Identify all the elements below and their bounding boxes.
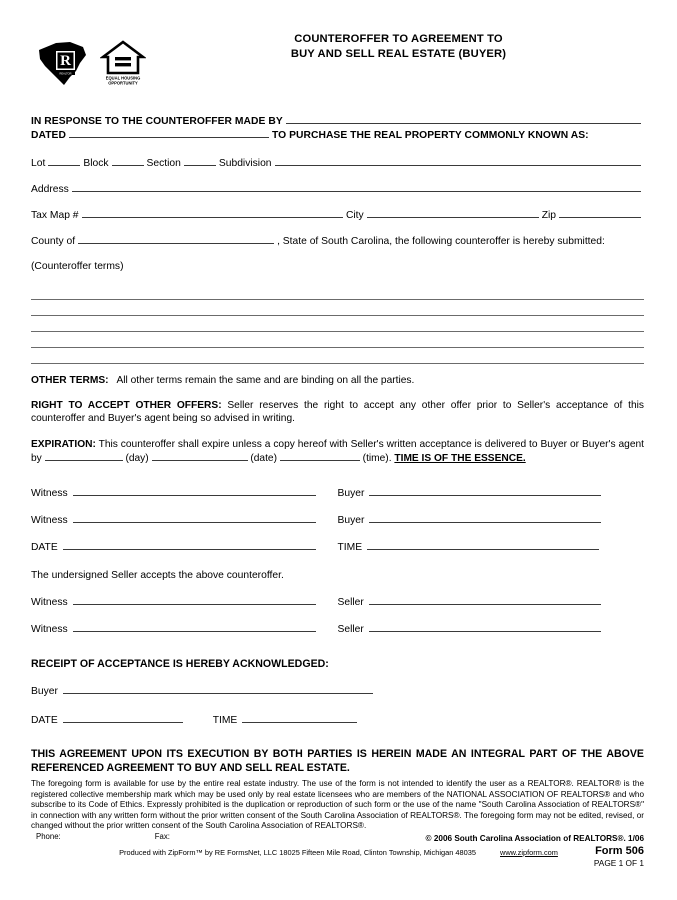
page-title (150, 32, 647, 61)
fineprint-legal: The foregoing form is available for use by the entire real estate industry. The use of the form is not intended to identify the user as a REALTOR®. REALTOR® is the registered collective membership mark which may be used only by real estate licensees who are members of the NATIONAL ASSOCIATION OF REALTORS® and who subscribe to its Code of Ethics. Expressly prohibited is the duplication or reproduction of such form or the use of the name "South Carolina Association of REALTORS®" in connection with any written form without the prior written consent of the South Carolina Association of REALTORS®. The foregoing form may not be edited, revised, or changed without the prior written consent of the South Carolina Association of REALTORS®. (31, 779, 644, 831)
phone-fax-row (36, 832, 170, 841)
receipt-buyer-row (31, 684, 644, 697)
witness-input-1[interactable] (73, 486, 316, 496)
witness-label-2: Witness (31, 515, 68, 527)
county-row (31, 234, 644, 248)
expiration-time-label: (time). (362, 452, 392, 464)
expiration-day-label: (day) (125, 452, 149, 464)
block-label: Block (83, 158, 109, 169)
purchase-label: TO PURCHASE THE REAL PROPERTY COMMONLY KNOWN AS: (271, 130, 589, 141)
receipt-time-label: TIME (212, 715, 238, 727)
tax-map-label: Tax Map # (31, 210, 79, 221)
zipform-url-link[interactable]: www.zipform.com (500, 848, 558, 857)
terms-line-1[interactable] (31, 284, 644, 300)
witness-input-3[interactable] (73, 595, 316, 605)
time-is-of-the-essence: TIME IS OF THE ESSENCE. (394, 452, 526, 464)
witness-label-1: Witness (31, 488, 68, 500)
dated-blank[interactable] (69, 128, 269, 138)
receipt-buyer-label: Buyer (31, 686, 58, 698)
date-label-buyer: DATE (31, 542, 58, 554)
expiration-text: This counteroffer shall expire unless a copy hereof with Seller's written acceptance is delivered to Buyer or Buyer's agent by (31, 438, 644, 464)
lot-input[interactable] (48, 156, 80, 166)
equal-housing-opportunity-icon (100, 38, 146, 86)
title-line-1: COUNTEROFFER TO AGREEMENT TO (294, 33, 503, 45)
witness-input-2[interactable] (73, 513, 316, 523)
svg-text:REALTOR: REALTOR (59, 72, 72, 76)
other-terms-text: All other terms remain the same and are binding on all the parties. (116, 375, 415, 386)
svg-text:R: R (60, 53, 71, 69)
time-input-buyer[interactable] (367, 540, 599, 550)
in-response-row (31, 114, 644, 128)
city-label: City (345, 210, 364, 221)
right-to-accept-paragraph (31, 399, 644, 425)
zip-input[interactable] (559, 208, 641, 218)
witness-label-4: Witness (31, 624, 68, 636)
witness-input-4[interactable] (73, 622, 316, 632)
buyer-field-2 (338, 513, 645, 527)
closing-statement: THIS AGREEMENT UPON ITS EXECUTION BY BOTH PARTIES IS HEREIN MADE AN INTEGRAL PART OF THE ABOVE REFERENCED AGREEMENT TO BUY AND SELL REAL ESTATE. (31, 748, 644, 774)
subdivision-input[interactable] (275, 156, 641, 166)
date-field-buyer (31, 540, 338, 554)
witness-seller-row-2 (31, 622, 644, 636)
dated-label: DATED (31, 130, 66, 141)
zip-label: Zip (541, 210, 556, 221)
witness-field-3 (31, 595, 338, 609)
form-number: Form 506 (595, 844, 644, 857)
in-response-blank[interactable] (286, 114, 641, 124)
right-to-accept-label: RIGHT TO ACCEPT OTHER OFFERS: (31, 400, 222, 412)
lot-label: Lot (31, 158, 46, 169)
receipt-heading: RECEIPT OF ACCEPTANCE IS HEREBY ACKNOWLEDGED: (31, 658, 329, 671)
counteroffer-terms-label: (Counteroffer terms) (31, 261, 124, 272)
seller-label-2: Seller (337, 624, 364, 636)
witness-field-4 (31, 622, 338, 636)
terms-line-3[interactable] (31, 316, 644, 332)
document-header (0, 0, 677, 100)
seller-input-2[interactable] (369, 622, 601, 632)
buyer-input-2[interactable] (369, 513, 601, 523)
state-clause: , State of South Carolina, the following counteroffer is hereby submitted: (277, 236, 605, 247)
taxmap-city-zip-row (31, 208, 644, 222)
copyright-line: © 2006 South Carolina Association of REALTORS®. 1/06 (425, 833, 644, 843)
witness-buyer-row-2 (31, 513, 644, 527)
terms-line-2[interactable] (31, 300, 644, 316)
county-input[interactable] (78, 234, 274, 244)
receipt-time-input[interactable] (242, 713, 357, 723)
lot-block-section-row (31, 156, 644, 170)
dated-row (31, 128, 644, 142)
tax-map-input[interactable] (82, 208, 343, 218)
south-carolina-realtor-logo (36, 38, 90, 88)
section-label: Section (146, 158, 181, 169)
buyer-field-1 (338, 486, 645, 500)
county-label: County of (31, 236, 76, 247)
expiration-date-label: (date) (250, 452, 277, 464)
zipform-footer (0, 848, 677, 857)
expiration-label: EXPIRATION: (31, 438, 96, 450)
address-input[interactable] (72, 182, 641, 192)
seller-label-1: Seller (337, 597, 364, 609)
witness-field-1 (31, 486, 338, 500)
counteroffer-terms-lines (31, 284, 644, 364)
buyer-input-1[interactable] (369, 486, 601, 496)
witness-field-2 (31, 513, 338, 527)
counteroffer-terms-row (31, 260, 644, 273)
receipt-date-input[interactable] (63, 713, 183, 723)
city-input[interactable] (367, 208, 539, 218)
expiration-day-input[interactable] (45, 451, 123, 461)
in-response-label: IN RESPONSE TO THE COUNTEROFFER MADE BY (31, 116, 283, 127)
seller-field-2 (338, 622, 645, 636)
subdivision-label: Subdivision (218, 158, 272, 169)
seller-field-1 (338, 595, 645, 609)
receipt-date-time-row (31, 713, 644, 726)
expiration-paragraph (31, 438, 644, 465)
title-line-2: BUY AND SELL REAL ESTATE (BUYER) (290, 47, 507, 60)
date-input-buyer[interactable] (63, 540, 316, 550)
section-input[interactable] (184, 156, 216, 166)
witness-label-3: Witness (31, 597, 68, 609)
fax-label: Fax: (154, 832, 170, 841)
right-to-accept-text: Seller reserves the right to accept any other offer prior to Seller's acceptance of this counteroffer and Buyer's agent being so advised in writing. (31, 400, 644, 425)
buyer-label-2: Buyer (337, 515, 365, 527)
page-indicator: PAGE 1 OF 1 (593, 857, 644, 868)
buyer-label-1: Buyer (337, 488, 365, 500)
date-time-row-buyer (31, 540, 644, 554)
produced-with-text: Produced with ZipForm™ by RE FormsNet, LLC 18025 Fifteen Mile Road, Clinton Township, Michigan 48035 (119, 848, 476, 857)
time-field-buyer (338, 540, 645, 554)
terms-line-4[interactable] (31, 332, 644, 348)
receipt-buyer-input[interactable] (63, 684, 373, 694)
phone-label: Phone: (36, 832, 61, 841)
witness-seller-row-1 (31, 595, 644, 609)
expiration-time-input[interactable] (280, 451, 360, 461)
address-label: Address (31, 184, 69, 195)
other-terms-label: OTHER TERMS: (31, 375, 109, 386)
terms-line-5[interactable] (31, 348, 644, 364)
receipt-date-label: DATE (31, 715, 58, 727)
svg-text:EQUAL HOUSING: EQUAL HOUSING (105, 75, 141, 81)
expiration-date-input[interactable] (152, 451, 248, 461)
seller-input-1[interactable] (369, 595, 601, 605)
time-label-buyer: TIME (337, 542, 363, 554)
other-terms-paragraph (31, 374, 644, 387)
witness-buyer-row-1 (31, 486, 644, 500)
address-row (31, 182, 644, 196)
document-body (0, 100, 677, 868)
logo-group (36, 38, 146, 88)
seller-accepts-note: The undersigned Seller accepts the above counteroffer. (31, 570, 284, 582)
svg-text:OPPORTUNITY: OPPORTUNITY (108, 80, 138, 86)
block-input[interactable] (112, 156, 144, 166)
